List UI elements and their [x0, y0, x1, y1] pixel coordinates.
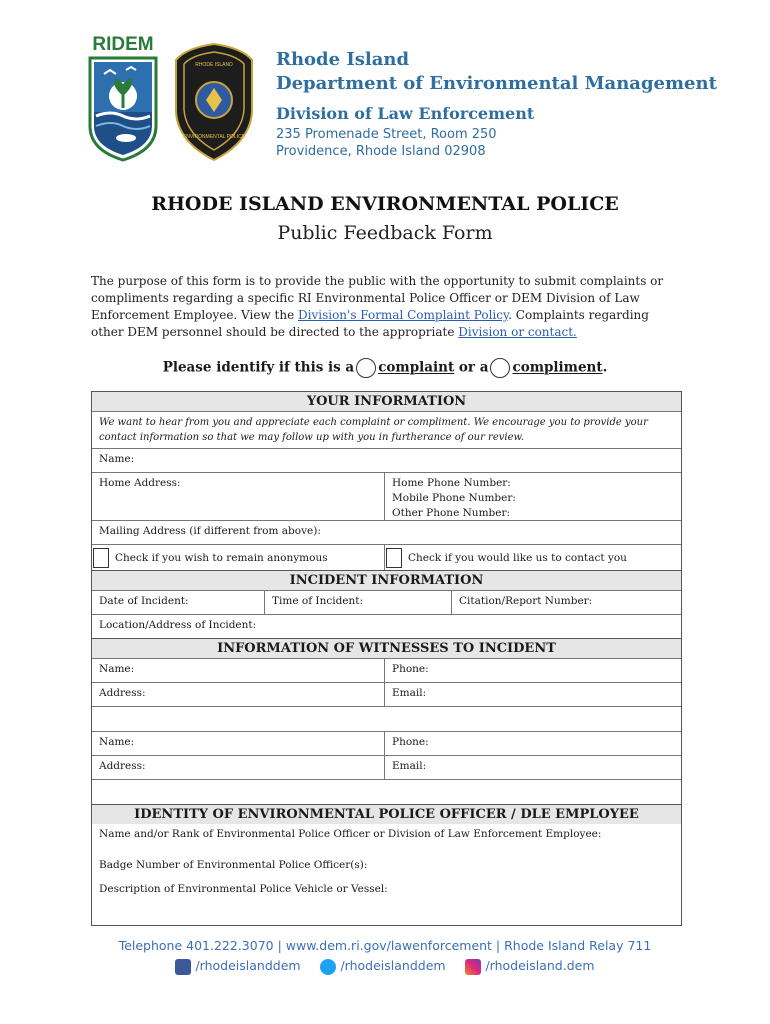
incident-location-row[interactable]	[92, 614, 681, 638]
mailing-address-row[interactable]	[92, 520, 681, 544]
witness-2-extra-row[interactable]	[92, 779, 681, 804]
complaint-policy-link[interactable]: Division's Formal Complaint Policy	[298, 308, 509, 322]
footer-social-links	[0, 958, 770, 975]
anonymous-label: Check if you wish to remain anonymous	[115, 552, 328, 564]
address-line-2: Providence, Rhode Island 02908	[276, 144, 486, 159]
witness-1-name-field[interactable]	[92, 659, 384, 682]
badge-top-text: RHODE ISLAND	[195, 62, 233, 68]
witness-2-address-row	[92, 755, 681, 779]
witness-2-email-label: Email:	[392, 760, 427, 772]
officer-name-row[interactable]	[92, 824, 681, 855]
incident-time-label: Time of Incident:	[272, 595, 364, 607]
witness-1-name-row	[92, 658, 681, 682]
witness-1-extra-row[interactable]	[92, 706, 681, 731]
home-phone-label: Home Phone Number:	[392, 477, 511, 489]
witness-1-address-row	[92, 682, 681, 706]
incident-information-heading	[92, 570, 681, 590]
division-contact-link[interactable]: Division or contact.	[458, 325, 577, 339]
witness-1-phone-label: Phone:	[392, 663, 429, 675]
phone-numbers-field[interactable]	[384, 473, 681, 520]
complaint-label: complaint	[378, 359, 455, 376]
contact-label: Check if you would like us to contact you	[408, 552, 627, 564]
officer-identity-heading	[92, 804, 681, 824]
home-address-label: Home Address:	[99, 477, 181, 489]
witness-2-phone-field[interactable]	[384, 732, 681, 755]
compliment-radio[interactable]	[490, 358, 510, 378]
form-title: RHODE ISLAND ENVIRONMENTAL POLICE	[151, 193, 619, 215]
badge-bottom-text: ENVIRONMENTAL POLICE	[182, 134, 246, 140]
vehicle-description-row[interactable]	[92, 879, 681, 925]
witness-1-name-label: Name:	[99, 663, 135, 675]
instagram-handle[interactable]: /rhodeisland.dem	[485, 958, 595, 973]
address-line-1: 235 Promenade Street, Room 250	[276, 127, 497, 142]
your-info-intro-row	[92, 411, 681, 448]
anonymous-option	[92, 545, 384, 570]
officer-heading-text: IDENTITY OF ENVIRONMENTAL POLICE OFFICER / DLE EMPLOYEE	[134, 807, 639, 822]
your-information-heading	[92, 392, 681, 411]
incident-time-field[interactable]	[264, 591, 451, 614]
citation-number-label: Citation/Report Number:	[459, 595, 593, 607]
facebook-icon[interactable]	[175, 959, 191, 975]
witness-1-address-field[interactable]	[92, 683, 384, 706]
facebook-handle[interactable]: /rhodeislanddem	[195, 958, 301, 973]
incident-location-label: Location/Address of Incident:	[99, 619, 257, 631]
anonymous-checkbox[interactable]	[93, 548, 109, 568]
badge-number-label: Badge Number of Environmental Police Officer(s):	[99, 859, 368, 871]
identify-suffix: .	[602, 359, 608, 376]
ridem-logo-text: RIDEM	[92, 34, 154, 55]
witness-2-address-field[interactable]	[92, 756, 384, 779]
complaint-radio[interactable]	[356, 358, 376, 378]
office-address	[276, 126, 497, 160]
instagram-icon[interactable]	[465, 959, 481, 975]
incident-details-row	[92, 590, 681, 614]
identify-prompt: Please identify if this is a	[162, 359, 355, 376]
ridem-logo	[86, 34, 160, 162]
contact-option	[384, 545, 681, 570]
incident-heading-text: INCIDENT INFORMATION	[289, 573, 484, 588]
citation-number-field[interactable]	[451, 591, 681, 614]
home-address-field[interactable]	[92, 473, 384, 520]
feedback-type-selector	[0, 358, 770, 378]
form-subtitle: Public Feedback Form	[277, 222, 493, 244]
witness-1-email-label: Email:	[392, 687, 427, 699]
other-phone-label: Other Phone Number:	[392, 507, 511, 519]
organization-name	[276, 48, 717, 96]
witness-2-phone-label: Phone:	[392, 736, 429, 748]
witness-2-name-label: Name:	[99, 736, 135, 748]
witness-1-phone-field[interactable]	[384, 659, 681, 682]
purpose-paragraph	[91, 273, 681, 341]
environmental-police-badge	[172, 42, 256, 162]
feedback-form	[91, 391, 682, 926]
vehicle-description-label: Description of Environmental Police Vehicle or Vessel:	[99, 883, 388, 895]
org-line-2: Department of Environmental Management	[276, 73, 717, 94]
officer-name-label: Name and/or Rank of Environmental Police Officer or Division of Law Enforcement Employee:	[99, 828, 602, 840]
name-label: Name:	[99, 453, 135, 465]
checkbox-row	[92, 544, 681, 570]
twitter-icon[interactable]	[320, 959, 336, 975]
witness-2-name-field[interactable]	[92, 732, 384, 755]
name-row[interactable]	[92, 448, 681, 472]
mobile-phone-label: Mobile Phone Number:	[392, 492, 516, 504]
org-line-1: Rhode Island	[276, 49, 410, 70]
witness-2-email-field[interactable]	[384, 756, 681, 779]
witness-1-email-field[interactable]	[384, 683, 681, 706]
your-info-heading-text: YOUR INFORMATION	[306, 394, 467, 409]
purpose-text-1: The purpose of this form is to provide the public with the opportunity to submit complaints or compliments regarding a specific RI Environmental Police Officer or DEM Division of Law Enforcement Employee. View the	[91, 274, 664, 322]
home-address-row	[92, 472, 681, 520]
purpose-text-2: . Complaints regarding other DEM personnel should be directed to the appropriate	[91, 308, 649, 339]
division-name: Division of Law Enforcement	[276, 104, 535, 123]
incident-date-label: Date of Incident:	[99, 595, 189, 607]
witnesses-heading	[92, 638, 681, 658]
badge-number-row[interactable]	[92, 855, 681, 879]
compliment-label: compliment	[512, 359, 603, 376]
mailing-address-label: Mailing Address (if different from above):	[99, 525, 321, 537]
your-info-intro: We want to hear from you and appreciate each complaint or compliment. We encourage you to provide your contact information so that we may follow up with you in furtherance of our review.	[99, 417, 648, 443]
contact-checkbox[interactable]	[386, 548, 402, 568]
witness-1-address-label: Address:	[99, 687, 146, 699]
incident-date-field[interactable]	[92, 591, 264, 614]
twitter-handle[interactable]: /rhodeislanddem	[340, 958, 446, 973]
witnesses-heading-text: INFORMATION OF WITNESSES TO INCIDENT	[217, 641, 556, 656]
witness-2-name-row	[92, 731, 681, 755]
witness-2-address-label: Address:	[99, 760, 146, 772]
footer-contact-line: Telephone 401.222.3070 | www.dem.ri.gov/lawenforcement | Rhode Island Relay 711	[118, 938, 652, 953]
or-a-text: or a	[454, 359, 489, 376]
